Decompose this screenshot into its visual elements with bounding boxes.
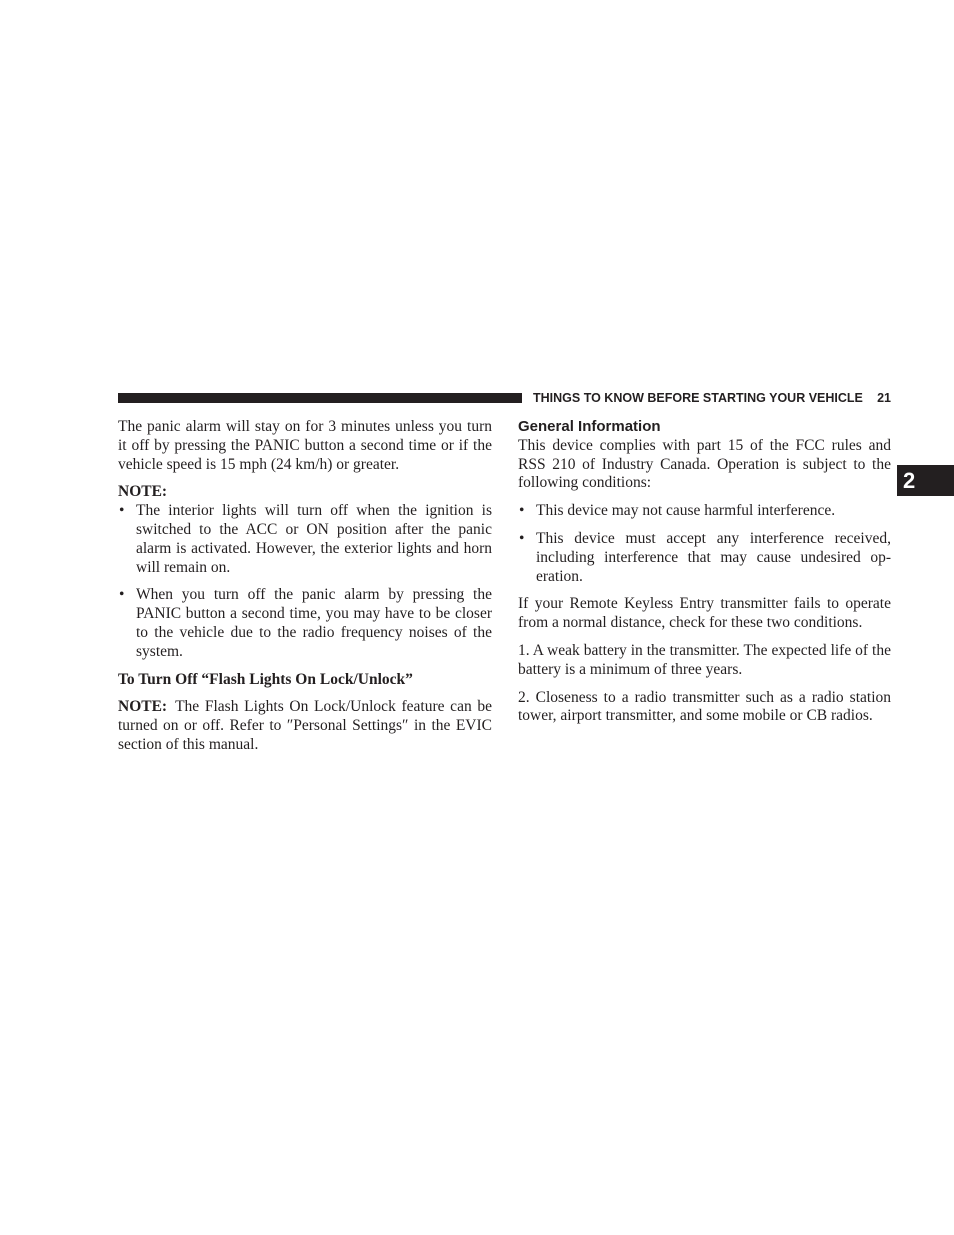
- chapter-tab: 2: [897, 465, 954, 496]
- note-label: NOTE:: [118, 483, 168, 501]
- flash-lights-note: NOTE: The Flash Lights On Lock/Unlock feature can be turned on or off. Refer to ″Personal Settings″ in the EVIC section of this manual.: [118, 698, 492, 753]
- condition-item-1: 1. A weak battery in the transmitter. The expected life of the battery is a minimum of three years.: [518, 641, 891, 678]
- right-column: [518, 418, 891, 735]
- header-rule: [118, 393, 522, 403]
- header-title: THINGS TO KNOW BEFORE STARTING YOUR VEHICLE: [533, 391, 863, 405]
- bullet-icon: •: [519, 502, 525, 520]
- running-header: [533, 390, 891, 406]
- condition-item-2: 2. Closeness to a radio transmitter such as a radio station tower, airport transmitter, and some mobile or CB radios.: [518, 688, 891, 725]
- panic-alarm-paragraph: The panic alarm will stay on for 3 minutes unless you turn it off by pressing the PANIC button a second time or if the vehicle speed is 15 mph (24 km/h) or greater.: [118, 418, 492, 473]
- conditions-list: [518, 502, 891, 586]
- note-label-inline: NOTE:: [118, 698, 168, 716]
- note-bullet-list: [118, 502, 492, 661]
- list-item: • The interior lights will turn off when the ignition is switched to the ACC or ON position after the panic alarm is activated. However, the exterior lights and horn will remain on.: [119, 502, 492, 576]
- left-column: [118, 418, 492, 764]
- bullet-icon: •: [519, 529, 525, 547]
- list-item: • This device must accept any interference received, including interference that may cause undesired operation.: [519, 529, 891, 585]
- list-item: • When you turn off the panic alarm by pressing the PANIC button a second time, you may have to be closer to the vehicle due to the radio frequency noises of the system.: [119, 586, 492, 660]
- bullet-icon: •: [119, 502, 125, 520]
- section-subheading: To Turn Off “Flash Lights On Lock/Unlock”: [118, 670, 413, 688]
- page-number: 21: [877, 391, 891, 405]
- bullet-icon: •: [119, 586, 125, 604]
- section-heading: General Information: [518, 418, 661, 435]
- list-item: • This device may not cause harmful interference.: [519, 502, 836, 520]
- fcc-paragraph: This device complies with part 15 of the FCC rules and RSS 210 of Industry Canada. Operation is subject to the following conditions:: [518, 436, 891, 492]
- transmitter-paragraph: If your Remote Keyless Entry transmitter fails to operate from a normal distance, check for these two conditions.: [518, 595, 891, 632]
